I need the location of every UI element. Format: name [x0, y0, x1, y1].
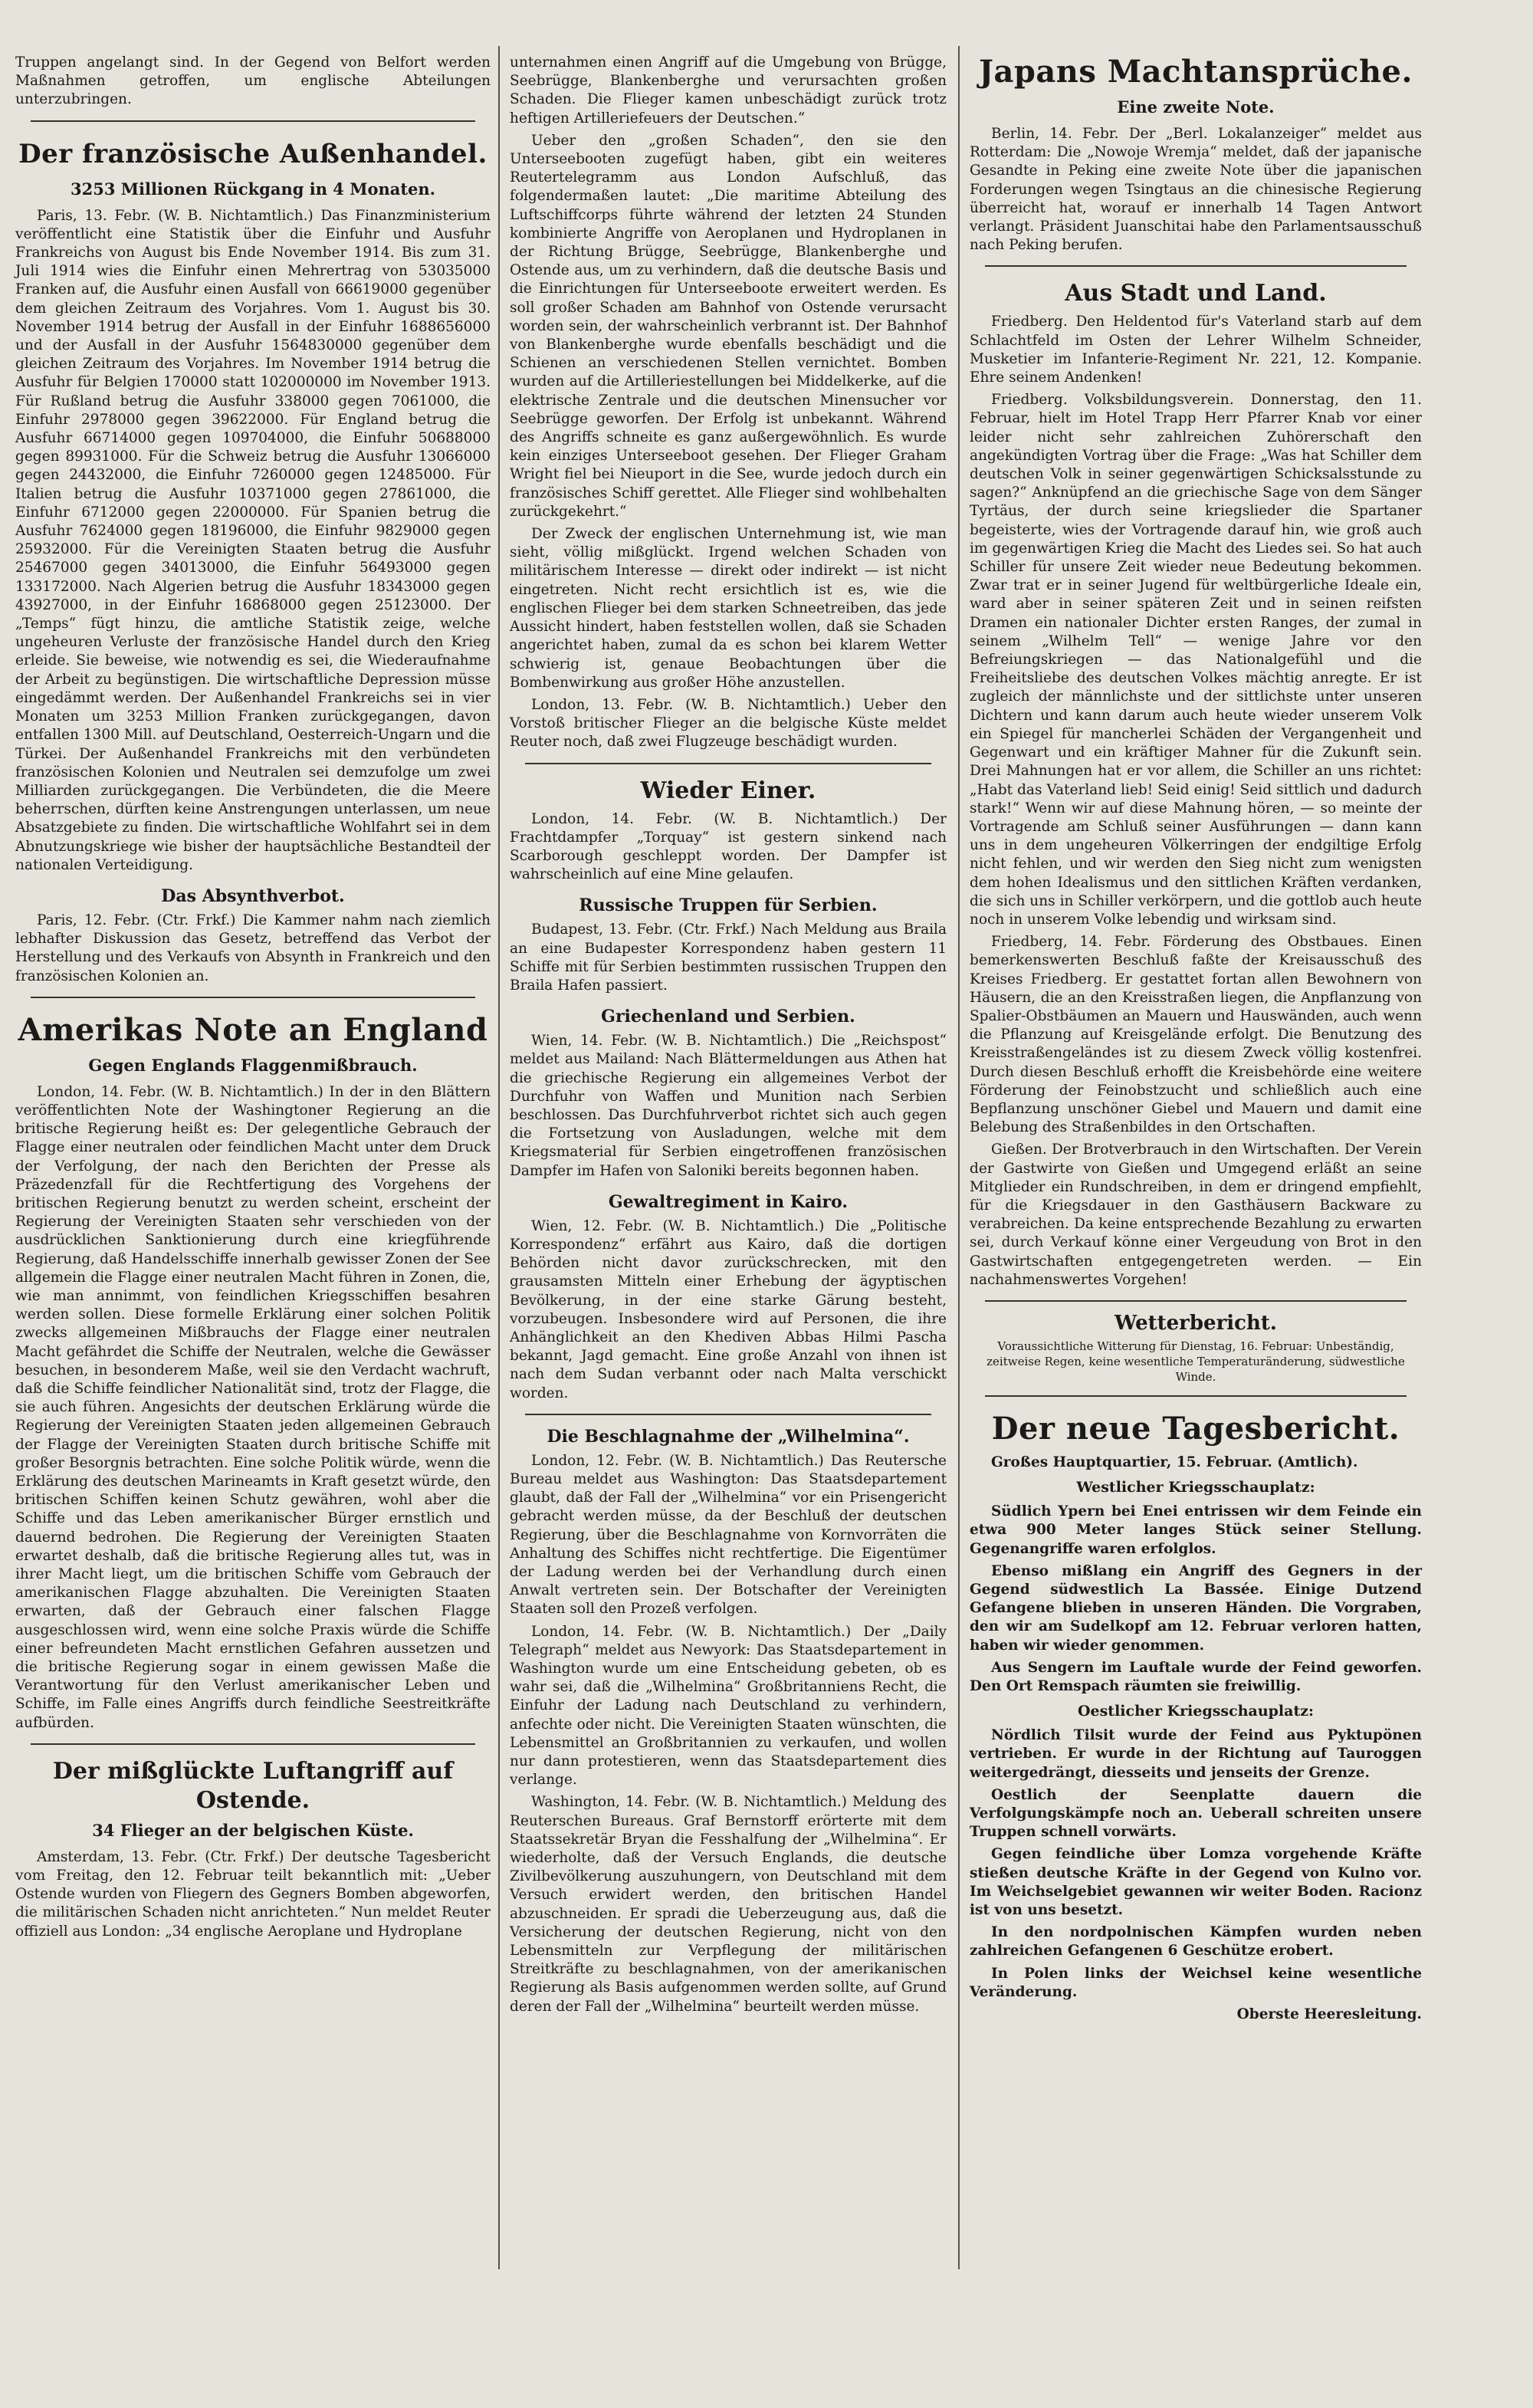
headline-japans: Japans Machtansprüche. — [979, 54, 1413, 90]
article-text: In Polen links der Weichsel keine wesentliche Veränderung. — [970, 1965, 1422, 2000]
article-text: unternahmen einen Angriff auf die Umgebung von Brügge, Seebrügge, Blankenberghe und verursachten großen Schaden. Die Flieger kamen unbeschädigt zurück trotz heftigen Artilleriefeuers der Deutschen.“ — [510, 54, 947, 126]
divider — [31, 120, 475, 122]
article-text: Nördlich Tilsit wurde der Feind aus Pyktupönen vertrieben. Er wurde in der Richtung auf Tauroggen weitergedrängt, diesseits und jenseits der Grenze. — [970, 1727, 1422, 1781]
headline-wetterbericht: Wetterbericht. — [1114, 1311, 1277, 1335]
article-text: Friedberg. Den Heldentod für's Vaterland starb auf dem Schlachtfeld im Osten der Lehrer Wilhelm Schneider, Musketier im Infanterie-Regiment Nr. 221, 12. Kompanie. Ehre seinem Andenken! — [970, 314, 1422, 386]
headline-kairo: Gewaltregiment in Kairo. — [608, 1191, 849, 1212]
tagesbericht-body — [970, 1454, 1422, 2024]
article-text: Südlich Ypern bei Enei entrissen wir dem Feinde ein etwa 900 Meter langes Stück seiner Stellung. Gegenangriffe waren erfolglos. — [970, 1503, 1422, 1557]
divider — [525, 763, 931, 764]
article-text: Ueber den „großen Schaden“, den sie den Unterseebooten zugefügt haben, gibt ein weiteres Reutertelegramm aus London Aufschluß, das folgendermaßen lautet: „Die maritime Abteilung des Luftschiffcorps führte während der letzten 24 Stunden kombinierte Angriffe von Aeroplanen und Hydroplanen in der Richtung Brügge, Seebrügge, Blankenberghe und Ostende aus, um zu verhindern, daß die deutsche Basis und die Einrichtungen für Unterseeboote erweitert werden. Es soll großer Schaden am Bahnhof von Ostende verursacht worden sein, der wahrscheinlich verbrannt ist. Der Bahnhof von Blankenberghe wurde ebenfalls beschädigt und die Schienen an verschiedenen Stellen vernichtet. Bomben wurden auf die Artilleriestellungen bei Middelkerke, auf die elektrische Zentrale und die deutschen Minensucher vor Seebrügge geworfen. Der Erfolg ist unbekannt. Während des Angriffs schneite es ganz außergewöhnlich. Es wurde kein einziges Unterseeboot gesehen. Der Flieger Graham Wright fiel bei Nieuport in die See, wurde jedoch durch ein französisches Schiff gerettet. Alle Flieger sind wohlbehalten zurückgekehrt.“ — [510, 132, 947, 520]
article-text: Gießen. Der Brotverbrauch in den Wirtschaften. Der Verein der Gastwirte von Gießen und Umgegend erläßt an seine Mitglieder ein Rundschreiben, in dem er dringend empfiehlt, für die Kriegsdauer in den Gasthäusern Backware zu verabreichen. Da keine entsprechende Bezahlung zu erwarten sei, durch Verkauf könne einer Vergeudung von Brot in den Gastwirtschaften entgegengetreten werden. — Ein nachahmenswertes Vorgehen! — [970, 1142, 1422, 1288]
column-middle — [510, 54, 947, 2020]
headline-stadt-und-land: Aus Stadt und Land. — [1065, 280, 1327, 307]
column-left — [15, 54, 491, 1945]
article-text: Ebenso mißlang ein Angriff des Gegners in der Gegend südwestlich La Bassée. Einige Dutzend Gefangene blieben in unseren Händen. Die Vorgraben, den wir am Sudelkopf am 12. Februar verloren hatten, haben wir wieder genommen. — [970, 1562, 1422, 1654]
article-text: London, 14. Febr. (W. B. Nichtamtlich.) Der Frachtdampfer „Torquay“ ist gestern sinkend nach Scarborough geschleppt worden. Der Dampfer ist wahrscheinlich auf eine Mine gelaufen. — [510, 810, 947, 883]
column-right — [970, 54, 1422, 2028]
article-text: London, 14. Febr. (W. B. Nichtamtlich.) In der in den Blättern veröffentlichten Note der Washingtoner Regierung an die britische Regierung heißt es: Der gelegentliche Gebrauch der Flagge einer neutralen oder feindlichen Macht unter dem Druck der Verfolgung, der nach den Berichten der Presse als Präzedenzfall für die Rechtfertigung des Vorgehens der britischen Regierung benutzt zu werden scheint, erscheint der Regierung der Vereinigten Staaten sehr verschieden von der ausdrücklichen Sanktionierung durch eine kriegführende Regierung, daß Handelsschiffe innerhalb gewisser Zonen der See allgemein die Flagge einer neutralen Macht führen in Zonen, die, wie man annimmt, von feindlichen Kriegsschiffen besahren werden sollen. Diese formelle Erklärung einer solchen Politik zwecks allgemeinen Mißbrauchs der Flagge einer neutralen Macht gefährdet die Schiffe der Neutralen, welche die Gewässer besuchen, in besonderem Maße, weil sie den Verdacht wachruft, daß die Schiffe feindlicher Nationalität sind, trotz der Flagge, die sie auch führen. Angesichts der deutschen Erklärung würde die Regierung der Vereinigten Staaten jeden allgemeinen Gebrauch der Flagge der Vereinigten Staaten durch britische Schiffe mit großer Besorgnis betrachten. Eine solche Politik würde, wenn die Erklärung des deutschen Marineamts in Kraft gesetzt würde, den britischen Schiffen keinen Schutz gewähren, wohl aber die Schiffe und das Leben amerikanischer Bürger ernstlich und dauernd bedrohen. Die Regierung der Vereinigten Staaten erwartet deshalb, daß die britische Regierung alles tut, was in ihrer Macht liegt, um die britischen Schiffe vom Gebrauch der amerikanischen Flagge abzuhalten. Die Vereinigten Staaten erwarten, daß der Gebrauch einer falschen Flagge ausgeschlossen wird, wenn eine solche Praxis würde die Schiffe einer befreundeten Macht ernstlichen Gefahren aussetzen und die britische Regierung sogar in einem gewissen Maße die Verantwortung für den Verlust amerikanischer Leben und Schiffe, im Falle eines Angriffs durch feindliche Seestreitkräfte aufbürden. — [15, 1083, 491, 1731]
article-text: Wien, 14. Febr. (W. B. Nichtamtlich.) Die „Reichspost“ meldet aus Mailand: Nach Blättermeldungen aus Athen hat die griechische Regierung ein allgemeines Verbot der Durchfuhr von Waffen und Munition nach Serbien beschlossen. Das Durchfuhrverbot richtet sich auch gegen die Fortsetzung von Ausladungen, welche mit dem Kriegsmaterial für Serbien eingetroffenen französischen Dampfer im Hafen von Saloniki bereits begonnen haben. — [510, 1033, 947, 1179]
article-text: Paris, 12. Febr. (Ctr. Frkf.) Die Kammer nahm nach ziemlich lebhafter Diskussion das Gesetz, betreffend das Verbot der Herstellung und des Verkaufs von Absynth in Frankreich und den französischen Kolonien an. — [15, 912, 491, 984]
article-text: In den nordpolnischen Kämpfen wurden neben zahlreichen Gefangenen 6 Geschütze erobert. — [970, 1924, 1422, 1960]
divider — [985, 1300, 1407, 1302]
article-text: Aus Sengern im Lauftale wurde der Feind geworfen. Den Ort Remspach räumten sie freiwillig. — [970, 1659, 1422, 1695]
article-text: Oestlich der Seenplatte dauern die Verfolgungskämpfe noch an. Ueberall schreiten unsere Truppen schnell vorwärts. — [970, 1786, 1422, 1841]
divider — [31, 1743, 475, 1745]
section-west: Westlicher Kriegsschauplatz: — [1076, 1479, 1315, 1496]
article-text: Friedberg. Volksbildungsverein. Donnerstag, den 11. Februar, hielt im Hotel Trapp Herr Pfarrer Knab vor einer leider nicht sehr zahlreichen Zuhörerschaft den angekündigten Vortrag über die Frage: „Was hat Schiller dem deutschen Volk in seiner gegenwärtigen Schicksalsstunde zu sagen?“ Anknüpfend an die griechische Sage von dem Sänger Tyrtäus, der durch seine kriegslieder die Spartaner begeisterte, wies der Vortragende darauf hin, wie groß auch im gegenwärtigen Krieg die Macht des Liedes sei. So hat auch Schiller für unsere Zeit wieder neue Bedeutung bekommen. Zwar trat er in seiner Jugend für weltbürgerliche Ideale ein, ward aber in seiner späteren Zeit und in seinen reifsten Dramen ein nationaler Dichter ersten Ranges, der zumal in seinem „Wilhelm Tell“ — wenige Jahre vor den Befreiungskriegen — das Nationalgefühl und die Freiheitsliebe des deutschen Volkes mächtig anregte. Er ist zugleich der männlichste und der sittlichste unter unseren Dichtern und kann darum auch heute wieder unserem Volk ein Spiegel für mancherlei Schäden der Vergangenheit und Gegenwart und ein kräftiger Mahner für die Zukunft sein. Drei Mahnungen hat er vor allem, die Schiller an uns richtet: „Habt das Vaterland lieb! Seid einig! Seid sittlich und dadurch stark!“ Wenn wir auf diese Mahnung hören, — so meinte der Vortragende am Schluß seiner Ausführungen — dann kann uns in dem ungeheuren Völkerringen der endgiltige Erfolg nicht fehlen, und wir werden den Sieg nicht zum wenigsten dem hohen Idealismus und den sittlichen Kräften verdanken, die sich uns in Schiller verkörpern, und die gottlob auch heute noch in unserem Volke lebendig und wirksam sind. — [970, 392, 1422, 928]
column-rule-1 — [498, 46, 500, 2269]
headline-wilhelmina: Die Beschlagnahme der „Wilhelmina“. — [547, 1426, 910, 1447]
headline-wieder-einer: Wieder Einer. — [640, 777, 816, 804]
article-text: Washington, 14. Febr. (W. B. Nichtamtlich.) Meldung des Reuterschen Bureaus. Graf Bernstorff erörterte mit dem Staatssekretär Bryan die Fesshalfung der „Wilhelmina“. Er wiederholte, daß der Versuch Englands, die deutsche Zivilbevölkerung auszuhungern, von Deutschland mit dem Versuch erwidert werden, den britischen Handel abzuschneiden. Er spradi die Ueberzeugung aus, daß die Versicherung der deutschen Regierung, nicht von den Lebensmitteln zur Verpflegung der militärischen Streitkräfte zu beschlagnahmen, von der amerikanischen Regierung als Basis aufgenommen werden sollte, auf Grund deren der Fall der „Wilhelmina“ beurteilt werden müsse. — [510, 1794, 947, 2015]
weather-text: Voraussichtliche Witterung für Dienstag, 16. Februar: Unbeständig, zeitweise Regen, keine wesentliche Temperaturänderung, südwestliche Winde. — [986, 1339, 1405, 1384]
article-text: Großes Hauptquartier, 15. Februar. (Amtlich). — [991, 1454, 1358, 1470]
article-text: Amsterdam, 13. Febr. (Ctr. Frkf.) Der deutsche Tagesbericht vom Freitag, den 12. Februar teilt bekanntlich mit: „Ueber Ostende wurden von Fliegern des Gegners Bomben abgeworfen, die militärischen Schaden nicht anrichteten.“ Nun meldet Reuter offiziell aus London: „34 englische Aeroplane und Hydroplane — [15, 1848, 491, 1940]
headline-griechenland: Griechenland und Serbien. — [601, 1007, 855, 1027]
divider — [31, 997, 475, 998]
headline-aussenhandel: Der französische Außenhandel. — [18, 138, 487, 169]
article-text: Gegen feindliche über Lomza vorgehende Kräfte stießen deutsche Kräfte in der Gegend von Kulno vor. Im Weichselgebiet gewannen wir weiter Boden. Racionz ist von uns besetzt. — [970, 1846, 1422, 1919]
subheadline-ostende: 34 Flieger an der belgischen Küste. — [92, 1820, 414, 1840]
article-text: London, 12. Febr. (W. B. Nichtamtlich.) Das Reutersche Bureau meldet aus Washington: Das Staatsdepartement glaubt, daß der Fall der „Wilhelmina“ vor ein Prisengericht gebracht werden müsse, da der Beschluß der deutschen Regierung, über die Beschlagnahme von Kornvorräten die Anhaltung des Schiffes nicht rechtfertige. Die Eigentümer der Ladung werden bei der Verhandlung durch einen Anwalt vertreten sein. Der Botschafter der Vereinigten Staaten soll den Prozeß verfolgen. — [510, 1452, 947, 1618]
article-text: Friedberg, 14. Febr. Förderung des Obstbaues. Einen bemerkenswerten Beschluß faßte der Kreisausschuß des Kreises Friedberg. Er gestattet fortan allen Bewohnern von Häusern, die an den Kreisstraßen liegen, die Anpflanzung von Spalier-Obstbäumen an Mauern und Hauswänden, auch wenn die Pflanzung auf Kreisgelände erfolgt. Die Benutzung des Kreisstraßengeländes ist zu diesem Zweck völlig kostenfrei. Durch diesen Beschluß erhofft die Kreisbehörde eine weitere Förderung der Feinobstzucht und schließlich auch eine Bepflanzung unschöner Giebel und Mauern und damit eine Belebung des Straßenbildes in den Ortschaften. — [970, 934, 1422, 1136]
headline-amerikas-note: Amerikas Note an England — [18, 1011, 488, 1048]
article-text: London, 14. Febr. (W. B. Nichtamtlich.) Der „Daily Telegraph“ meldet aus Newyork: Das Staatsdepartement in Washington wurde um eine Entscheidung gebeten, ob es wahr sei, daß die „Wilhelmina“ Großbritanniens Recht, die Einfuhr der Ladung nach Deutschland zu verhindern, anfechte oder nicht. Die Vereinigten Staaten wünschten, die Lebensmittel an Großbritannien zu verkaufen, und wollen nur dann protestieren, wenn das Staatsdepartement dies verlange. — [510, 1623, 947, 1789]
subheadline-japans: Eine zweite Note. — [1117, 97, 1275, 117]
article-text: Budapest, 13. Febr. (Ctr. Frkf.) Nach Meldung aus Braila an eine Budapester Korrespondenz haben gestern 11 Schiffe mit für Serbien bestimmten russischen Truppen den Braila Hafen passiert. — [510, 921, 947, 994]
subheadline-amerikas-note: Gegen Englands Flaggenmißbrauch. — [88, 1055, 418, 1075]
divider — [525, 1414, 931, 1415]
article-text: Wien, 12. Febr. (W. B. Nichtamtlich.) Die „Politische Korrespondenz“ erfährt aus Kairo, daß die dortigen Behörden nicht davor zurückschrecken, mit den grausamsten Mitteln einer Erhebung der ägyptischen Bevölkerung, in der eine starke Gärung besteht, vorzubeugen. Insbesondere wird auf Personen, die ihre Anhänglichkeit an den Khediven Abbas Hilmi Pascha bekannt, Jagd gemacht. Eine große Anzahl von ihnen ist nach dem Sudan verbannt oder nach Malta verschickt worden. — [510, 1217, 947, 1401]
headline-ostende: Der mißglückte Luftangriff auf Ostende. — [52, 1757, 454, 1814]
headline-russische-truppen: Russische Truppen für Serbien. — [579, 895, 878, 916]
article-text: Berlin, 14. Febr. Der „Berl. Lokalanzeiger“ meldet aus Rotterdam: Die „Nowoje Wremja“ meldet, daß der japanische Gesandte in Peking eine zweite Note über die japanischen Forderungen wegen Tsingtaus an die chinesische Regierung überreicht hat, worauf er innerhalb 14 Tagen Antwort verlangt. Präsident Juanschitai habe den Parlamentsausschuß nach Peking berufen. — [970, 126, 1422, 254]
signature: Oberste Heeresleitung. — [1236, 2006, 1422, 2023]
intro-text: Truppen angelangt sind. In der Gegend von Belfort werden Maßnahmen getroffen, um englische Abteilungen unterzubringen. — [15, 54, 491, 108]
divider — [985, 265, 1407, 267]
headline-tagesbericht: Der neue Tagesbericht. — [991, 1410, 1400, 1447]
divider — [985, 1395, 1407, 1397]
column-rule-2 — [958, 46, 960, 2269]
section-ost: Oestlicher Kriegsschauplatz: — [1077, 1703, 1315, 1720]
article-text: Paris, 13. Febr. (W. B. Nichtamtlich.) Das Finanzministerium veröffentlicht eine Statistik über die Einfuhr und Ausfuhr Frankreichs von August bis Ende November 1914. Bis zum 31. Juli 1914 wies die Einfuhr einen Mehrertrag von 53035000 Franken auf, die Ausfuhr einen Ausfall von 66619000 gegenüber dem gleichen Zeitraum des Vorjahres. Vom 1. August bis 30. November 1914 betrug der Ausfall in der Einfuhr 1688656000 und der Ausfall in der Ausfuhr 1564830000 gegenüber dem gleichen Zeitraum des Vorjahres. Im November 1914 betrug die Ausfuhr für Belgien 170000 statt 102000000 im November 1913. Für Rußland betrug die Ausfuhr 338000 gegen 7061000, die Einfuhr 2978000 gegen 39622000. Für England betrug die Ausfuhr 66714000 gegen 109704000, die Einfuhr 50688000 gegen 89931000. Für die Schweiz betrug die Ausfuhr 13066000 gegen 24432000, die Einfuhr 7260000 gegen 12485000. Für Italien betrug die Ausfuhr 10371000 gegen 27861000, die Einfuhr 6712000 gegen 22000000. Für Spanien betrug die Ausfuhr 7624000 gegen 18196000, die Einfuhr 9829000 gegen 25932000. Für die Vereinigten Staaten betrug die Ausfuhr 25467000 gegen 34013000, die Einfuhr 56493000 gegen 133172000. Nach Algerien betrug die Ausfuhr 18343000 gegen 43927000, in der Einfuhr 16868000 gegen 25123000. Der „Temps“ fügt hinzu, die amtliche Statistik zeige, welche ungeheuren Verluste der französische Handel durch den Krieg erleide. Sie beweise, wie notwendig es sei, die Wiederaufnahme der Arbeit zu begünstigen. Die wirtschaftliche Depression müsse eingedämmt werden. Der Außenhandel Frankreichs sei in vier Monaten um 3253 Million Franken zurückgegangen, davon entfallen 1300 Mill. auf Deutschland, Oesterreich-Ungarn und die Türkei. Der Außenhandel Frankreichs mit den verbündeten französischen Kolonien und Neutralen sei demzufolge um zwei Milliarden zurückgegangen. Die Verbündeten, die die Meere beherrschen, dürften keine Anstrengungen unterlassen, um neue Absatzgebiete zu finden. Die wirtschaftliche Wohlfahrt sei in dem Abnutzungskriege wie bisher der hauptsächliche Bestandteil der nationalen Verteidigung. — [15, 207, 491, 873]
headline-absynth: Das Absynthverbot. — [161, 885, 345, 906]
subheadline-aussenhandel: 3253 Millionen Rückgang in 4 Monaten. — [71, 179, 435, 199]
article-text: Der Zweck der englischen Unternehmung ist, wie man sieht, völlig mißglückt. Irgend welchen Schaden von militärischem Interesse — direkt oder indirekt — ist nicht eingetreten. Nicht recht ersichtlich ist es, wie die englischen Flieger bei dem starken Schneetreiben, das jede Aussicht hindert, haben feststellen wollen, daß sie Schaden angerichtet haben, zumal da es schon bei klarem Wetter schwierig ist, genaue Beobachtungen über die Bombenwirkung aus großer Höhe anzustellen. — [510, 526, 947, 691]
article-text: London, 13. Febr. (W. B. Nichtamtlich.) Ueber den Vorstoß britischer Flieger an die belgische Küste meldet Reuter noch, daß zwei Flugzeuge beschädigt wurden. — [510, 696, 947, 751]
